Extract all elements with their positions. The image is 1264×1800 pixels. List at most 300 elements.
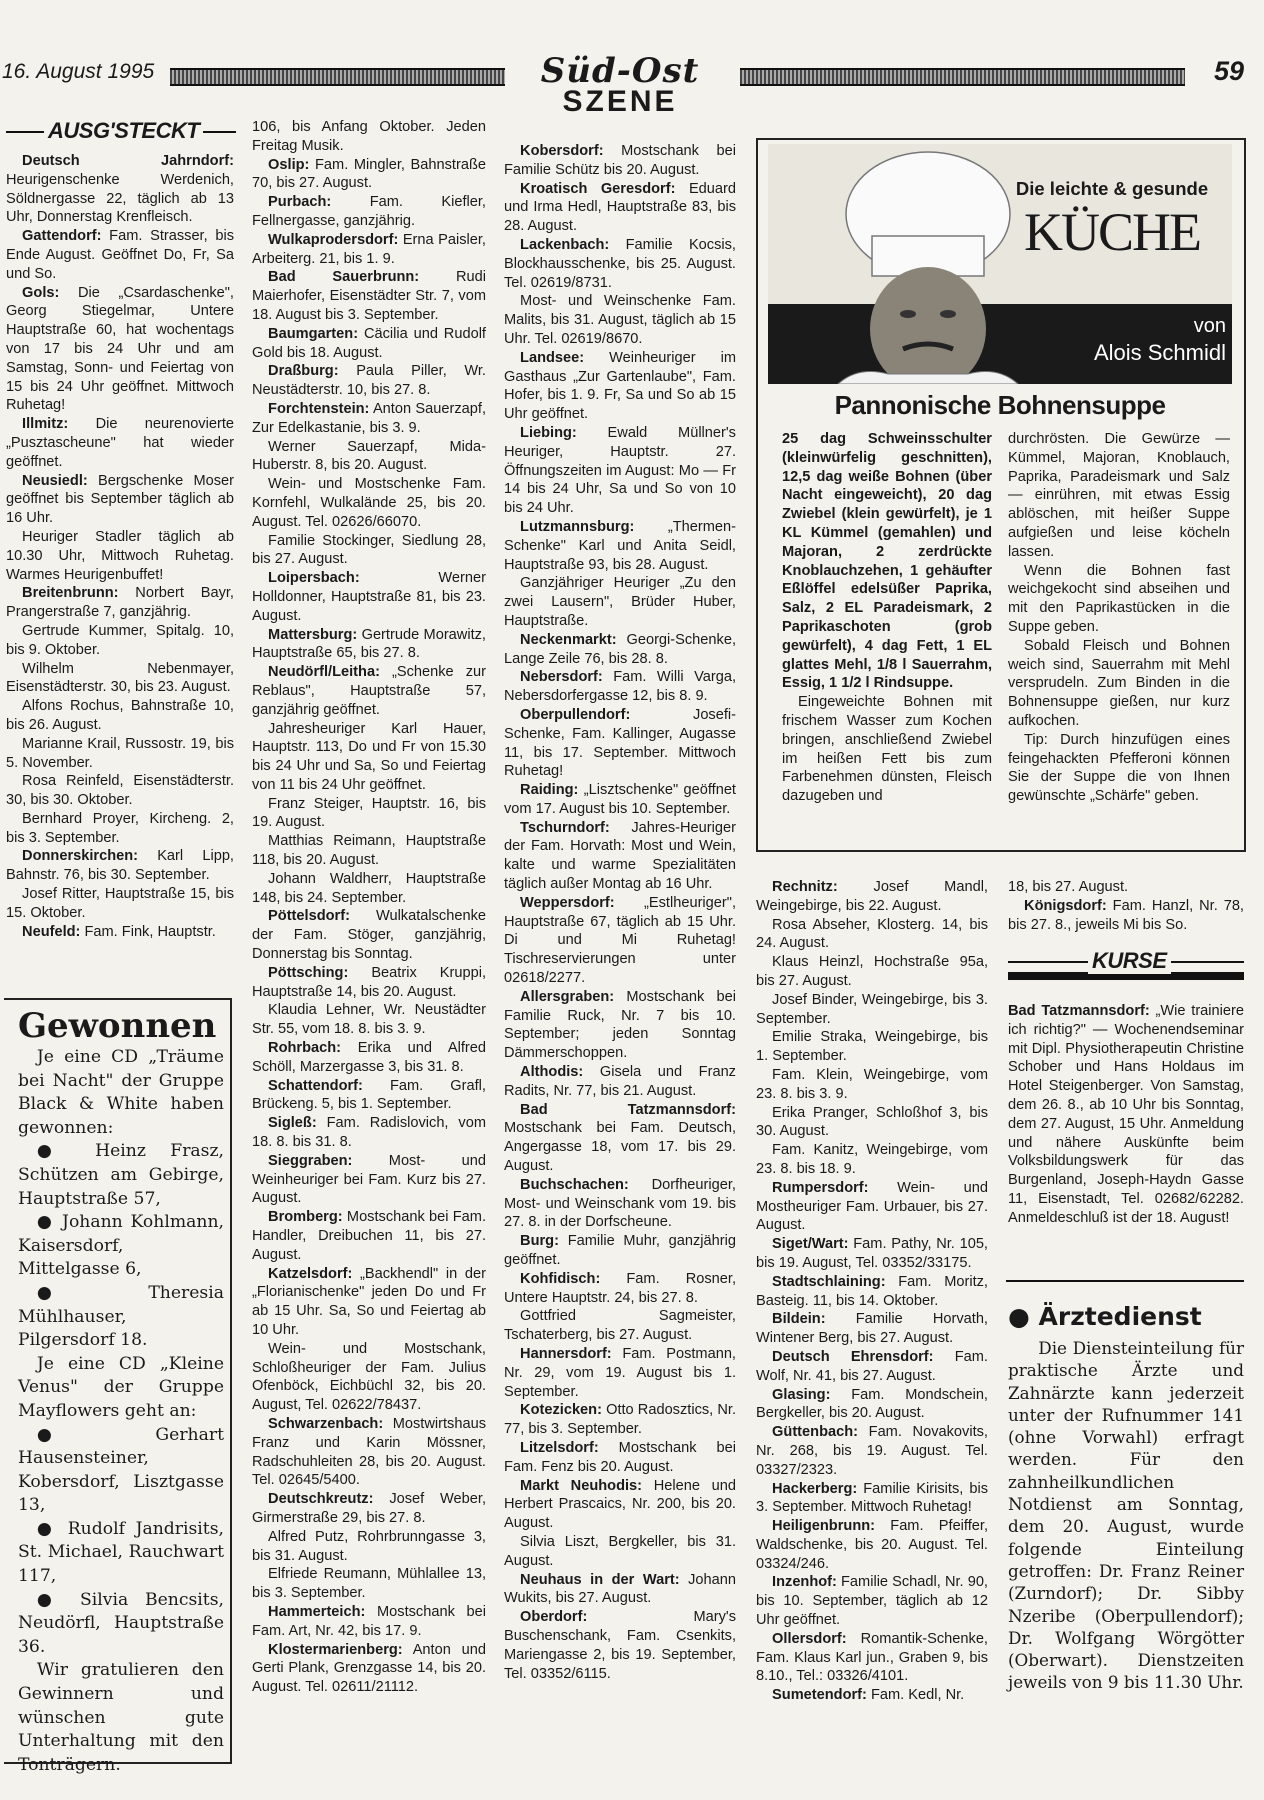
- kueche-box: [756, 138, 1246, 852]
- aerztedienst-text: Die Diensteinteilung für praktische Ärzte und Zahnärzte kann jederzeit unter der Rufnummer 141 (ohne Vorwahl) erfragt werden. Für den zahnheilkundlichen Notdienst am Sonntag, dem 20. August, wurde folgende Einteilung getroffen: Dr. Franz Reiner (Zurndorf); Dr. Sibby Nzeribe (Oberpullendorf); Dr. Wolfgang Wörgötter (Oberwart). Dienstzeiten jeweils von 9 bis 11.30 Uhr.: [1008, 1338, 1244, 1693]
- listing-place: Deutsch Jahrndorf:: [22, 153, 234, 169]
- gewonnen-box: [4, 998, 232, 1775]
- listing-entry: [252, 1490, 486, 1528]
- listing-place: Purbach:: [268, 194, 332, 211]
- gewonnen-paragraph: ● Rudolf Jandrisits, St. Michael, Rauchwart 117,: [18, 1518, 224, 1587]
- listing-entry: [756, 1235, 988, 1273]
- kurse-place: Bad Tatzmannsdorf:: [1008, 1003, 1150, 1019]
- listing-text: Fam. Kiefler, Fellnergasse, ganzjährig.: [252, 194, 486, 229]
- listing-text: Marianne Krail, Russostr. 19, bis 5. November.: [6, 735, 234, 771]
- listing-entry: [252, 1152, 486, 1208]
- listing-text: Mostschank bei Fam. Handler, Dreibuchen 11, bis 27. August.: [252, 1209, 486, 1263]
- listing-entry: [756, 1028, 988, 1066]
- kurse-item: [1008, 1002, 1244, 1228]
- listing-entry: [504, 236, 736, 292]
- listing-entry: [504, 668, 736, 706]
- listing-place: Weppersdorf:: [520, 894, 615, 911]
- aerztedienst-rule: [1006, 1280, 1244, 1282]
- listing-entry: [756, 1179, 988, 1235]
- listing-place: Pöttsching:: [268, 964, 349, 981]
- listing-text: Mostschank bei Familie Schütz bis 20. August.: [504, 143, 736, 178]
- gewonnen-paragraph: ● Johann Kohlmann, Kaisersdorf, Mittelgasse 6,: [18, 1212, 224, 1280]
- section-logo: [505, 52, 735, 124]
- listing-place: Neusiedl:: [22, 472, 88, 489]
- listing-place: Schwarzenbach:: [268, 1415, 384, 1432]
- listing-entry: [504, 1176, 736, 1232]
- listing-place: Lutzmannsburg:: [520, 518, 635, 535]
- listing-entry: [6, 885, 234, 923]
- listing-place: Bad Tatzmannsdorf:: [520, 1101, 736, 1118]
- listing-entry: [504, 349, 736, 424]
- listing-entry: [504, 424, 736, 518]
- listing-entry: [6, 847, 234, 885]
- listing-place: Liebing:: [520, 424, 577, 441]
- listing-text: Cäcilia und Rudolf Gold bis 18. August.: [252, 325, 486, 361]
- listing-text: Anton und Gerti Plank, Grenzgasse 14, bis 20. August. Tel. 02611/21112.: [252, 1641, 486, 1696]
- listing-text: Emilie Straka, Weingebirge, bis 1. September.: [756, 1029, 988, 1065]
- listing-entry: [252, 832, 486, 870]
- listing-text: Klaus Heinzl, Hochstraße 95a, bis 27. August.: [756, 954, 988, 989]
- listing-entry: [252, 1641, 486, 1697]
- listing-place: Nebersdorf:: [520, 669, 603, 686]
- listing-text: Beatrix Kruppi, Hauptstraße 14, bis 20. August.: [252, 964, 486, 1000]
- listing-text: 106, bis Anfang Oktober. Jeden Freitag Musik.: [252, 119, 486, 154]
- listing-text: Jahres-Heuriger der Fam. Horvath: Most und Wein, kalte und warme Spezialitäten täglich außer Montag ab 16 Uhr.: [504, 819, 736, 893]
- listing-place: Kohfidisch:: [520, 1270, 601, 1287]
- listing-text: „Schenke zur Reblaus", Hauptstraße 57, ganzjährig geöffnet.: [252, 664, 486, 718]
- listing-place: Gattendorf:: [22, 228, 102, 245]
- listing-place: Landsee:: [520, 349, 585, 366]
- listing-entry: [504, 1270, 736, 1308]
- listing-place: Althodis:: [520, 1064, 584, 1081]
- listing-text: Mostschank bei Fam. Fenz bis 20. August.: [504, 1439, 736, 1475]
- listing-text: Jahresheuriger Karl Hauer, Hauptstr. 113, Do und Fr von 15.30 bis 24 Uhr und Sa, So und Feiertag von 11 bis 24 Uhr geöffnet.: [252, 720, 486, 793]
- listing-entry: [252, 626, 486, 664]
- listing-entry: [252, 870, 486, 908]
- listing-entry: [252, 1208, 486, 1264]
- listing-place: Neuhaus in der Wart:: [520, 1571, 680, 1588]
- listing-text: Ganzjähriger Heuriger „Zu den zwei Lausern", Brüder Huber, Hauptstraße.: [504, 575, 736, 629]
- listing-place: Raiding:: [520, 782, 579, 799]
- listing-text: Matthias Reimann, Hauptstraße 118, bis 20. August.: [252, 833, 486, 869]
- listing-text: Karl Lipp, Bahnstr. 76, bis 30. September.: [6, 848, 234, 884]
- ausgsteckt-title: AUSG'STECKT: [44, 118, 203, 144]
- listing-place: Rechnitz:: [772, 879, 838, 895]
- kurse-heading: [1008, 948, 1244, 988]
- listing-text: Helene und Herbert Prascaics, Nr. 200, bis 20. August.: [504, 1477, 737, 1532]
- listing-text: Fam. Mingler, Bahnstraße 70, bis 27. August.: [252, 156, 486, 192]
- recipe-column-right: [1008, 430, 1230, 806]
- listing-text: Mostschank bei Familie Ruck, Nr. 7 bis 10. September; jeden Sonntag Dämmerschoppen.: [504, 988, 736, 1062]
- kueche-author: Alois Schmidl: [1093, 340, 1226, 365]
- listing-place: Bad Sauerbrunn:: [268, 269, 420, 286]
- listing-entry: [756, 1573, 988, 1629]
- listing-entry: [756, 1141, 988, 1179]
- listing-entry: [252, 438, 486, 476]
- listing-text: Heuriger Stadler täglich ab 10.30 Uhr, Mittwoch Ruhetag. Warmes Heurigenbuffet!: [6, 528, 234, 583]
- listing-entry: [252, 663, 486, 719]
- listing-text: Fam. Moritz, Basteig. 11, bis 14. Oktober.: [756, 1273, 988, 1309]
- listing-place: Litzelsdorf:: [520, 1439, 599, 1456]
- listing-place: Deutsch Ehrensdorf:: [772, 1348, 934, 1365]
- listing-text: Fam. Radislovich, vom 18. 8. bis 31. 8.: [252, 1115, 486, 1151]
- aerztedienst-heading: [1008, 1302, 1244, 1331]
- listing-place: Sieggraben:: [268, 1152, 353, 1169]
- gewonnen-paragraph: Je eine CD „Kleine Venus" der Gruppe Mayflowers geht an:: [18, 1353, 224, 1421]
- listing-place: Heiligenbrunn:: [772, 1518, 876, 1535]
- listing-place: Schattendorf:: [268, 1077, 363, 1094]
- listing-text: Johann Wukits, bis 27. August.: [504, 1571, 736, 1607]
- listing-text: Rosa Reinfeld, Eisenstädterstr. 30, bis 30. Oktober.: [6, 773, 234, 809]
- listing-text: Werner Holldonner, Hauptstraße 81, bis 23. August.: [252, 570, 486, 624]
- listing-place: Stadtschlaining:: [772, 1273, 886, 1290]
- listing-place: Pöttelsdorf:: [268, 908, 350, 925]
- listing-place: Oberdorf:: [520, 1609, 588, 1626]
- listing-text: Fam. Wolf, Nr. 41, bis 27. August.: [756, 1348, 988, 1384]
- listing-place: Markt Neuhodis:: [520, 1477, 643, 1494]
- listing-entry: [756, 1066, 988, 1104]
- listing-column-1: [6, 152, 234, 941]
- listing-entry: [504, 631, 736, 669]
- listing-entry: [756, 953, 988, 991]
- listing-text: Mostschank bei Fam. Deutsch, Angergasse 18, vom 17. bis 29. August.: [504, 1120, 736, 1175]
- listing-place: Tschurndorf:: [520, 819, 610, 836]
- listing-place: Baumgarten:: [268, 325, 359, 342]
- listing-entry: [756, 1480, 988, 1518]
- listing-entry: [504, 574, 736, 630]
- listing-entry: [756, 878, 988, 916]
- listing-entry: [504, 1439, 736, 1477]
- listing-text: Elfriede Reumann, Mühlallee 13, bis 3. September.: [252, 1566, 486, 1602]
- listing-column-5: [1008, 878, 1244, 934]
- listing-entry: [252, 907, 486, 963]
- listing-column-3: [504, 142, 736, 1683]
- listing-entry: [504, 988, 736, 1063]
- listing-text: Fam. Pathy, Nr. 105, bis 19. August, Tel. 03352/33175.: [756, 1236, 988, 1271]
- listing-text: Fam. Klein, Weingebirge, vom 23. 8. bis 3. 9.: [756, 1066, 988, 1102]
- listing-text: Josef Binder, Weingebirge, bis 3. September.: [756, 991, 988, 1027]
- listing-text: Bernhard Proyer, Kircheng. 2, bis 3. September.: [6, 810, 234, 846]
- listing-place: Loipersbach:: [268, 570, 360, 587]
- listing-place: Mattersburg:: [268, 626, 358, 643]
- listing-text: Fam. Fink, Hauptstr.: [84, 923, 216, 940]
- listing-text: Franz Steiger, Hauptstr. 16, bis 19. August.: [252, 795, 486, 831]
- listing-entry: [504, 781, 736, 819]
- listing-place: Hammerteich:: [268, 1603, 366, 1620]
- listing-entry: [504, 1608, 736, 1683]
- gewonnen-paragraph: Je eine CD „Träume bei Nacht" der Gruppe Black & White haben gewonnen:: [18, 1047, 224, 1138]
- header-rule-left: [170, 68, 505, 86]
- aerztedienst-section: [1008, 1302, 1244, 1694]
- listing-entry: [252, 795, 486, 833]
- listing-place: Bromberg:: [268, 1209, 343, 1226]
- listing-entry: [504, 1101, 736, 1176]
- listing-entry: [756, 1348, 988, 1386]
- listing-text: Fam. Novakovits, Nr. 268, bis 19. August. Tel. 03327/2323.: [756, 1424, 988, 1478]
- listing-entry: [6, 528, 234, 584]
- listing-text: Paula Piller, Wr. Neustädterstr. 10, bis 27. 8.: [252, 363, 486, 399]
- kurse-title: KURSE: [1088, 948, 1171, 974]
- listing-place: Hannersdorf:: [520, 1346, 612, 1362]
- listing-place: Kroatisch Geresdorf:: [520, 180, 676, 197]
- listing-entry: [252, 1114, 486, 1152]
- listing-entry: [252, 1340, 486, 1415]
- listing-entry: [6, 660, 234, 698]
- listing-entry: [504, 1571, 736, 1609]
- listing-text: Alfred Putz, Rohrbrunngasse 3, bis 31. August.: [252, 1528, 486, 1564]
- listing-text: Wein- und Mostschenke Fam. Kornfehl, Wulkalände 25, bis 20. August. Tel. 02626/66070.: [252, 476, 486, 530]
- recipe-column-left: [782, 430, 992, 806]
- listing-text: Familie Kocsis, Blockhausschenke, bis 25. August. Tel. 02619/8731.: [504, 236, 736, 291]
- listing-text: Eduard und Irma Hedl, Hauptstraße 83, bis 28. August.: [504, 180, 736, 235]
- listing-text: Familie Muhr, ganzjährig geöffnet.: [504, 1233, 736, 1269]
- listing-text: Gottfried Sagmeister, Tschaterberg, bis 27. August.: [504, 1308, 736, 1344]
- listing-place: Sumetendorf:: [772, 1687, 867, 1704]
- listing-text: Mostschank bei Fam. Art, Nr. 42, bis 17. 9.: [252, 1603, 486, 1639]
- listing-text: Dorfheuriger, Most- und Weinschank vom 19. bis 27. 8. in der Dorfscheune.: [504, 1176, 736, 1231]
- listing-text: Wein- und Mostschank, Schloßheuriger der Fam. Julius Ofenböck, Eichbüchl 32, bis 20. August, Tel. 02622/78437.: [252, 1340, 486, 1414]
- listing-text: Rosa Abseher, Klosterg. 14, bis 24. August.: [756, 916, 988, 952]
- listing-place: Klostermarienberg:: [268, 1641, 403, 1658]
- listing-entry: [504, 1401, 736, 1439]
- listing-text: Erna Paisler, Arbeiterg. 21, bis 1. 9.: [252, 231, 486, 267]
- listing-text: Fam. Postmann, Nr. 29, vom 19. August bis 1. September.: [504, 1346, 736, 1400]
- listing-text: Die „Csardaschenke", Georg Stiegelmar, Untere Hauptstraße 60, hat wochentags von 17 bis 24 Uhr und am Samstag, Sonn- und Feiertag von 15 bis 24 Uhr geöffnet. Mittwoch Ruhetag!: [6, 284, 234, 414]
- listing-text: Mostwirtshaus Franz und Karin Mössner, Radschuhleiten 28, bis 20. August. Tel. 02645/5400.: [252, 1415, 486, 1489]
- listing-text: Wilhelm Nebenmayer, Eisenstädterstr. 30, bis 23. August.: [6, 660, 234, 696]
- listing-text: Fam. Pfeiffer, Waldschenke, bis 20. August. Tel. 03324/246.: [756, 1518, 988, 1572]
- listing-text: Erika Pranger, Schloßhof 3, bis 30. August.: [756, 1104, 988, 1140]
- listing-place: Siget/Wart:: [772, 1236, 849, 1253]
- listing-text: Familie Kirisits, bis 3. September. Mittwoch Ruhetag!: [756, 1480, 988, 1516]
- listing-text: Gisela und Franz Radits, Nr. 77, bis 21. August.: [504, 1064, 736, 1099]
- listing-place: Kobersdorf:: [520, 143, 604, 159]
- listing-entry: [756, 1517, 988, 1573]
- listing-place: Allersgraben:: [520, 988, 615, 1005]
- gewonnen-body: [18, 1046, 224, 1777]
- listing-text: Wein- und Mostheuriger Fam. Urbauer, bis 27. August.: [756, 1179, 988, 1234]
- listing-entry: [6, 772, 234, 810]
- listing-text: Josef Mandl, Weingebirge, bis 22. August.: [756, 879, 988, 914]
- listing-text: Fam. Kanitz, Weingebirge, vom 23. 8. bis 18. 9.: [756, 1142, 988, 1177]
- listing-text: Werner Sauerzapf, Mida-Huberstr. 8, bis 20. August.: [252, 438, 486, 474]
- ausgsteckt-heading: [6, 118, 236, 146]
- listing-place: Inzenhof:: [772, 1574, 837, 1591]
- listing-place: Güttenbach:: [772, 1424, 858, 1441]
- listing-entry: [252, 1001, 486, 1039]
- listing-text: Alfons Rochus, Bahnstraße 10, bis 26. August.: [6, 698, 234, 733]
- gewonnen-paragraph: ● Silvia Bencsits, Neudörfl, Hauptstraße 36.: [18, 1589, 224, 1657]
- recipe-step-2: durchrösten. Die Gewürze — Kümmel, Majoran, Knoblauch, Paprika, Paradeismark und Salz — einrühren, mit etwas Essig ablöschen, mit heißer Suppe aufgießen und leise köcheln lassen.: [1008, 431, 1230, 560]
- listing-entry: [6, 415, 234, 471]
- listing-text: Familie Horvath, Wintener Berg, bis 27. August.: [756, 1311, 988, 1347]
- listing-entry: [252, 118, 486, 156]
- listing-text: Most- und Weinheuriger bei Fam. Kurz bis 27. August.: [252, 1152, 486, 1207]
- listing-entry: [6, 923, 234, 942]
- listing-text: Fam. Hanzl, Nr. 78, bis 27. 8., jeweils Mi bis So.: [1008, 897, 1244, 933]
- listing-entry: [6, 697, 234, 735]
- listing-entry: [504, 1063, 736, 1101]
- page-header: [0, 51, 1264, 118]
- listing-entry: [252, 193, 486, 231]
- listing-entry: [252, 231, 486, 269]
- listing-place: Sigleß:: [268, 1115, 317, 1132]
- listing-text: Wulkatalschenke der Fam. Stöger, ganzjährig, Donnerstag bis Sonntag.: [252, 908, 486, 963]
- listing-text: Fam. Rosner, Untere Hauptstr. 24, bis 27. 8.: [504, 1270, 736, 1306]
- listing-text: Familie Schadl, Nr. 90, bis 10. September, täglich ab 12 Uhr geöffnet.: [756, 1574, 988, 1629]
- listing-entry: [252, 325, 486, 363]
- listing-place: Rohrbach:: [268, 1040, 342, 1057]
- listing-entry: [252, 268, 486, 324]
- listing-entry: [504, 518, 736, 574]
- listing-entry: [756, 1310, 988, 1348]
- listing-entry: [6, 810, 234, 848]
- listing-place: Buchschachen:: [520, 1176, 629, 1193]
- kurse-text: „Wie trainiere ich richtig?" — Wochenendseminar mit Dipl. Physiotherapeutin Christine Schober und Hans Holdaus im Hotel Steigenberger. Von Samstag, dem 26. 8., ab 10 Uhr bis Sonntag, dem 27. August, 15 Uhr. Anmeldung und nähere Auskünfte beim Volksbildungswerk für das Burgenland, Joseph-Haydn Gasse 11, Eisenstadt, Tel. 02682/62282. Anmeldeschluß ist der 18. August!: [1008, 1003, 1244, 1226]
- listing-place: Forchtenstein:: [268, 400, 370, 417]
- listing-text: Weinheuriger im Gasthaus „Zur Gartenlaube", Fam. Hofer, bis 1. 9. Fr, Sa und So ab 15 Uhr geöffnet.: [504, 349, 736, 423]
- gewonnen-title: Gewonnen: [18, 1006, 217, 1046]
- listing-entry: [252, 475, 486, 531]
- listing-entry: [504, 1232, 736, 1270]
- listing-entry: [504, 142, 736, 180]
- listing-place: Königsdorf:: [1024, 897, 1107, 914]
- listing-place: Kotezicken:: [520, 1402, 602, 1419]
- listing-text: Otto Radosztics, Nr. 77, bis 3. September.: [504, 1402, 737, 1438]
- listing-entry: [252, 1415, 486, 1490]
- listing-entry: [756, 916, 988, 954]
- listing-text: „Lisztschenke" geöffnet vom 17. August bis 10. September.: [504, 782, 736, 817]
- listing-entry: [252, 1039, 486, 1077]
- listing-entry: [1008, 878, 1244, 897]
- listing-place: Glasing:: [772, 1386, 831, 1403]
- recipe-title: Pannonische Bohnensuppe: [834, 390, 1166, 420]
- listing-entry: [252, 1528, 486, 1566]
- listing-place: Illmitz:: [22, 416, 69, 433]
- listing-entry: [504, 706, 736, 781]
- listing-entry: [252, 720, 486, 795]
- listing-place: Oslip:: [268, 156, 310, 173]
- gewonnen-paragraph: ● Gerhart Hausensteiner, Kobersdorf, Lisztgasse 13,: [18, 1424, 224, 1516]
- listing-entry: [756, 1686, 988, 1705]
- listing-text: „Estlheuriger", Hauptstraße 67, täglich ab 15 Uhr. Di und Mi Ruhetag! Tischreservierungen unter 02618/2277.: [504, 894, 736, 987]
- listing-text: Erika und Alfred Schöll, Marzergasse 3, bis 31. 8.: [252, 1040, 486, 1075]
- listing-text: Ewald Müllner's Heuriger, Hauptstr. 27. Öffnungszeiten im August: Mo — Fr 14 bis 24 Uhr, Sa und So von 10 bis 24 Uhr.: [504, 424, 736, 517]
- listing-place: Gols:: [22, 284, 60, 301]
- listing-entry: [756, 1423, 988, 1479]
- listing-entry: [252, 1603, 486, 1641]
- kueche-subtitle: Die leichte & gesunde: [1015, 178, 1209, 199]
- recipe-step-4: Sobald Fleisch und Bohnen weich sind, Sauerrahm mit Mehl versprudeln. Zum Binden in die Bohnensuppe gießen, nur kurz aufkochen.: [1008, 637, 1230, 729]
- listing-entry: [756, 1273, 988, 1311]
- listing-entry: [504, 180, 736, 236]
- listing-text: Silvia Liszt, Bergkeller, bis 31. August.: [504, 1533, 736, 1569]
- gewonnen-paragraph: Wir gratulieren den Gewinnern und wünschen gute Unterhaltung mit den Tonträgern.: [18, 1660, 224, 1775]
- listing-text: Romantik-Schenke, Fam. Klaus Karl jun., Graben 9, bis 8.10., Tel.: 03326/4101.: [756, 1630, 988, 1685]
- listing-text: Heurigenschenke Werdenich, Söldnergasse 22, täglich ab 13 Uhr, Donnerstag Krenfleisch.: [6, 171, 234, 226]
- listing-place: Neckenmarkt:: [520, 631, 617, 648]
- kueche-banner: [768, 144, 1232, 384]
- listing-place: Katzelsdorf:: [268, 1265, 353, 1282]
- listing-place: Burg:: [520, 1233, 559, 1250]
- listing-place: Rumpersdorf:: [772, 1179, 869, 1196]
- listing-place: Oberpullendorf:: [520, 706, 631, 723]
- listing-column-2: [252, 118, 486, 1697]
- listing-entry: [252, 362, 486, 400]
- listing-text: Josefi-Schenke, Fam. Kallinger, Augasse 11, bis 17. September. Mittwoch Ruhetag!: [504, 706, 736, 780]
- recipe-ingredients: 25 dag Schweinsschulter (kleinwürfelig geschnitten), 12,5 dag weiße Bohnen (über Nacht eingeweicht), 20 dag Zwiebel (klein gewürfelt), je 1 KL Kümmel (gemahlen) und Majoran, 2 zerdrückte Knoblauchzehen, 1 gehäufter Eßlöffel edelsüßer Paprika, Salz, 2 EL Paradeismark, 2 Paprikaschoten (grob gewürfelt), 4 dag Fett, 1 EL glattes Mehl, 1/8 l Sauerrahm, Essig, 1 1/2 l Rindsuppe.: [782, 431, 992, 692]
- listing-text: Most- und Weinschenke Fam. Malits, bis 31. August, täglich ab 15 Uhr. Tel. 02619/8670.: [504, 293, 736, 347]
- listing-entry: [252, 964, 486, 1002]
- listing-place: Draßburg:: [268, 363, 339, 380]
- issue-date: 16. August 1995: [2, 60, 155, 83]
- listing-text: Bergschenke Moser geöffnet bis September täglich ab 16 Uhr.: [6, 472, 234, 527]
- listing-entry: [504, 1533, 736, 1571]
- listing-text: „Backhendl" in der „Florianischenke" jeden Do und Fr ab 15 Uhr. Sa, So und Feiertag ab 10 Uhr.: [252, 1265, 486, 1338]
- listing-place: Deutschkreutz:: [268, 1491, 374, 1508]
- listing-entry: [504, 1307, 736, 1345]
- logo-top-text: Süd-Ost: [540, 51, 700, 91]
- listing-entry: [252, 400, 486, 438]
- listing-entry: [756, 1386, 988, 1424]
- listing-entry: [756, 1104, 988, 1142]
- listing-entry: [1008, 897, 1244, 935]
- listing-column-4: [756, 878, 988, 1705]
- listing-entry: [252, 532, 486, 570]
- listing-text: Gertrude Kummer, Spitalg. 10, bis 9. Oktober.: [6, 622, 234, 658]
- listing-text: Fam. Mondschein, Bergkeller, bis 20. August.: [756, 1386, 988, 1422]
- listing-entry: [6, 227, 234, 283]
- listing-place: Donnerskirchen:: [22, 848, 139, 865]
- listing-text: Josef Ritter, Hauptstraße 15, bis 15. Oktober.: [6, 886, 234, 921]
- listing-text: Fam. Willi Varga, Nebersdorfergasse 12, bis 8. 9.: [504, 669, 736, 705]
- listing-text: Die neurenovierte „Pusztascheune" hat wieder geöffnet.: [6, 416, 234, 470]
- kueche-title: KÜCHE: [1024, 202, 1200, 262]
- listing-text: Familie Stockinger, Siedlung 28, bis 27. August.: [252, 532, 486, 568]
- listing-entry: [504, 894, 736, 988]
- listing-text: Norbert Bayr, Prangerstraße 7, ganzjährig.: [6, 585, 234, 621]
- listing-text: Rudi Maierhofer, Eisenstädter Str. 7, vom 18. August bis 3. September.: [252, 269, 486, 323]
- listing-entry: [756, 991, 988, 1029]
- listing-text: Fam. Kedl, Nr.: [870, 1687, 965, 1704]
- listing-entry: [756, 1630, 988, 1686]
- listing-entry: [504, 1477, 736, 1533]
- listing-entry: [252, 1565, 486, 1603]
- listing-text: „Thermen-Schenke" Karl und Anita Seidl, Hauptstraße 93, bis 28. August.: [504, 518, 736, 573]
- page-number: 59: [1213, 56, 1244, 86]
- listing-entry: [252, 569, 486, 625]
- listing-place: Lackenbach:: [520, 236, 610, 253]
- listing-place: Wulkaprodersdorf:: [268, 231, 399, 248]
- kueche-von: von: [1193, 315, 1226, 337]
- listing-text: Fam. Strasser, bis Ende August. Geöffnet Do, Fr, Sa und So.: [6, 228, 234, 282]
- listing-text: Anton Sauerzapf, Zur Edelkastanie, bis 3. 9.: [252, 400, 486, 436]
- listing-text: Mary's Buschenschank, Fam. Csenkits, Mariengasse 2, bis 19. September, Tel. 03352/6115.: [504, 1609, 736, 1682]
- listing-entry: [6, 472, 234, 528]
- recipe-step-1: Eingeweichte Bohnen mit frischem Wasser zum Kochen bringen, anschließend Zwiebel im heißen Fett bis zum Farbenehmen dünsten, Fleisch dazugeben und: [782, 694, 992, 805]
- recipe-step-5: Tip: Durch hinzufügen eines feingehackten Pfefferoni können Sie der Suppe die von Ihnen gewünschte „Schärfe" geben.: [1008, 731, 1230, 805]
- listing-entry: [6, 735, 234, 773]
- gewonnen-paragraph: ● Theresia Mühlhauser, Pilgersdorf 18.: [18, 1282, 224, 1351]
- logo-bottom-text: SZENE: [562, 85, 678, 118]
- listing-text: Klaudia Lehner, Wr. Neustädter Str. 55, vom 18. 8. bis 3. 9.: [252, 1002, 486, 1038]
- listing-entry: [504, 819, 736, 894]
- listing-place: Neudörfl/Leitha:: [268, 664, 380, 681]
- listing-entry: [504, 1345, 736, 1401]
- listing-entry: [6, 584, 234, 622]
- gewonnen-paragraph: ● Heinz Frasz, Schützen am Gebirge, Hauptstraße 57,: [18, 1141, 224, 1209]
- listing-entry: [6, 152, 234, 227]
